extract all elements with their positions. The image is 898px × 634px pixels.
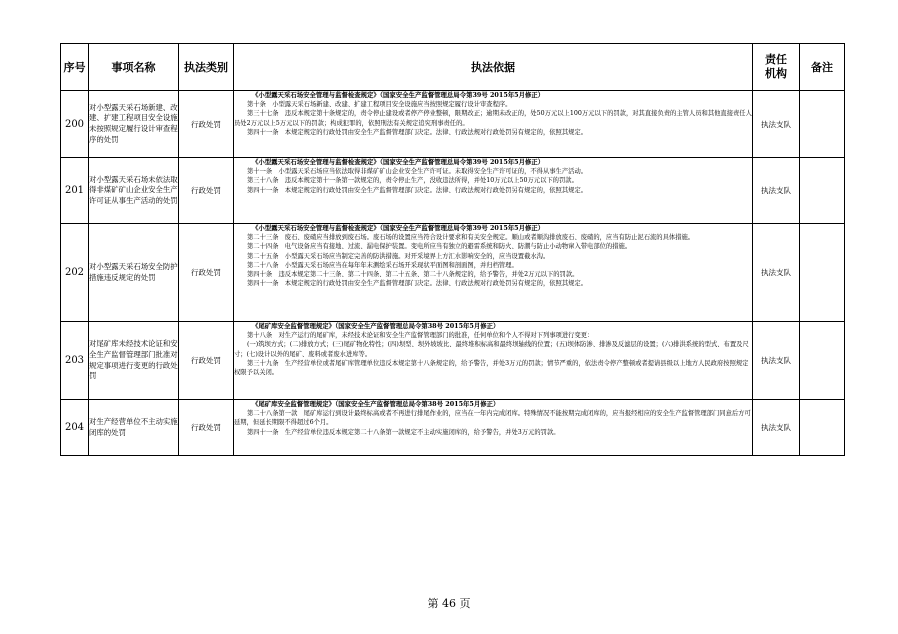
header-no: 序号 [61, 44, 89, 91]
responsible-unit: 执法支队 [753, 400, 800, 456]
enforcement-type: 行政处罚 [179, 91, 234, 158]
row-number: 200 [61, 91, 89, 158]
law-clause: 第三十七条 违反本规定第十条规定的，责令停止建设或者停产停业整顿，限期改正；逾期未改正的，处50万元以上100万元以下的罚款，对其直接负责的主管人员和其他直接责任人员处2万元以上5万元以下的罚款；构成犯罪的，依照刑法有关规定追究刑事责任的。 [234, 110, 752, 127]
remark-cell [800, 158, 845, 224]
table-row [61, 91, 845, 158]
header-basis: 执法依据 [234, 44, 753, 91]
item-name: 对小型露天采石场安全防护措施违反规定的处罚 [89, 224, 179, 322]
table-row [61, 322, 845, 400]
header-owner-line2: 机构 [765, 67, 787, 80]
page-number: 第 46 页 [427, 597, 471, 610]
enforcement-type: 行政处罚 [179, 158, 234, 224]
law-clause: 第十一条 小型露天采石场应当依法取得非煤矿矿山企业安全生产许可证。未取得安全生产许可证的，不得从事生产活动。 [247, 168, 588, 176]
enforcement-type: 行政处罚 [179, 224, 234, 322]
legal-basis [234, 224, 753, 322]
enforcement-type: 行政处罚 [179, 400, 234, 456]
table-row [61, 400, 845, 456]
law-clause: 第二十五条 小型露天采石场应当制定完善的防洪措施。对开采境界上方汇水影响安全的，应当设置截水沟。 [247, 252, 550, 260]
law-title: 《小型露天采石场安全管理与监督检查规定》（国家安全生产监督管理总局令第39号 2015年5月修正） [252, 224, 545, 232]
responsible-unit: 执法支队 [753, 158, 800, 224]
enforcement-table [60, 43, 845, 456]
law-clause: 第二十八条第一款 尾矿库运行到设计最终标高或者不再进行排尾作业的，应当在一年内完成闭库。特殊情况不能按期完成闭库的，应当报经相应的安全生产监督管理部门同意后方可延期，但延长期限不得超过6个月。 [234, 410, 751, 427]
enforcement-type: 行政处罚 [179, 322, 234, 400]
table-row [61, 158, 845, 224]
header-name: 事项名称 [89, 44, 179, 91]
law-clause: (一)筑坝方式；(二)排放方式；(三)尾矿物化特性；(四)坝型、坝外坡坡比、最终堆积标高和最终坝轴线的位置；(五)坝体防渗、排渗及反滤层的设置；(六)排洪系统的型式、布置及尺寸；(七)设计以外的尾矿、废料或者废水进库等。 [234, 341, 749, 358]
law-clause: 第二十三条 废石、废碴应当排放到废石场。废石场的设置应当符合设计要求和有关安全规定。顺山或者顺沟排放废石、废碴的，应当有防止泥石流的具体措施。 [247, 234, 695, 242]
law-clause: 第二十八条 小型露天采石场应当在每年年末测绘采石场开采现状平面图和剖面图，并归档管理。 [247, 261, 518, 269]
law-clause: 第四十一条 生产经营单位违反本规定第二十八条第一款规定不主动实施闭库的，给予警告，并处3万元的罚款。 [247, 428, 560, 436]
legal-basis [234, 158, 753, 224]
row-number: 204 [61, 400, 89, 456]
header-owner-line1: 责任 [765, 53, 787, 66]
legal-basis [234, 91, 753, 158]
law-clause: 第四十条 违反本规定第二十三条、第二十四条、第二十五条、第二十八条规定的，给予警告，并处2万元以下的罚款。 [247, 271, 579, 279]
table-row [61, 224, 845, 322]
item-name: 对小型露天采石场新建、改建、扩建工程项目安全设施未按照规定履行设计审查程序的处罚 [89, 91, 179, 158]
law-title: 《尾矿库安全监督管理规定》（国家安全生产监督管理总局令第38号 2015年5月修正） [252, 400, 500, 408]
header-remark: 备注 [800, 44, 845, 91]
law-clause: 第十八条 对生产运行的尾矿库，未经技术论证和安全生产监督管理部门的批准，任何单位和个人不得对下列事项进行变更： [247, 332, 594, 340]
law-clause: 第二十四条 电气设备应当有接地、过流、漏电保护装置。变电所应当有独立的避雷系统和防火、防潮与防止小动物窜入带电部位的措施。 [247, 243, 632, 251]
row-number: 201 [61, 158, 89, 224]
remark-cell [800, 322, 845, 400]
legal-basis [234, 400, 753, 456]
header-row [61, 44, 845, 91]
law-clause: 第四十一条 本规定规定的行政处罚由安全生产监督管理部门决定。法律、行政法规对行政处罚另有规定的，依照其规定。 [247, 280, 588, 288]
legal-basis [234, 322, 753, 400]
law-title: 《小型露天采石场安全管理与监督检查规定》（国家安全生产监督管理总局令第39号 2015年5月修正） [252, 91, 545, 99]
responsible-unit: 执法支队 [753, 224, 800, 322]
header-type: 执法类别 [179, 44, 234, 91]
row-number: 202 [61, 224, 89, 322]
law-clause: 第十条 小型露天采石场新建、改建、扩建工程项目安全设施应当按照规定履行设计审查程序。 [247, 101, 512, 109]
law-title: 《尾矿库安全监督管理规定》（国家安全生产监督管理总局令第38号 2015年5月修正） [252, 322, 500, 330]
remark-cell [800, 91, 845, 158]
remark-cell [800, 400, 845, 456]
law-clause: 第四十一条 本规定规定的行政处罚由安全生产监督管理部门决定。法律、行政法规对行政处罚另有规定的，依照其规定。 [247, 128, 588, 136]
item-name: 对尾矿库未经技术论证和安全生产监督管理部门批准对规定事项进行变更的行政处罚 [89, 322, 179, 400]
item-name: 对生产经营单位不主动实施闭库的处罚 [89, 400, 179, 456]
responsible-unit: 执法支队 [753, 91, 800, 158]
responsible-unit: 执法支队 [753, 322, 800, 400]
table-body [61, 91, 845, 456]
row-number: 203 [61, 322, 89, 400]
law-clause: 第四十一条 本规定规定的行政处罚由安全生产监督管理部门决定。法律、行政法规对行政处罚另有规定的，依照其规定。 [247, 186, 588, 194]
law-clause: 第三十八条 违反本规定第十一条第一款规定的，责令停止生产，没收违法所得，并处10万元以上50万元以下的罚款。 [247, 177, 578, 185]
remark-cell [800, 224, 845, 322]
law-clause: 第三十九条 生产经营单位或者尾矿库管理单位违反本规定第十八条规定的，给予警告，并处3万元的罚款；情节严重的，依法责令停产整顿或者提请县级以上地方人民政府按照规定权限予以关闭。 [234, 359, 749, 377]
header-owner [753, 44, 800, 91]
law-title: 《小型露天采石场安全管理与监督检查规定》（国家安全生产监督管理总局令第39号 2015年5月修正） [252, 158, 545, 166]
item-name: 对小型露天采石场未依法取得非煤矿矿山企业安全生产许可证从事生产活动的处罚 [89, 158, 179, 224]
